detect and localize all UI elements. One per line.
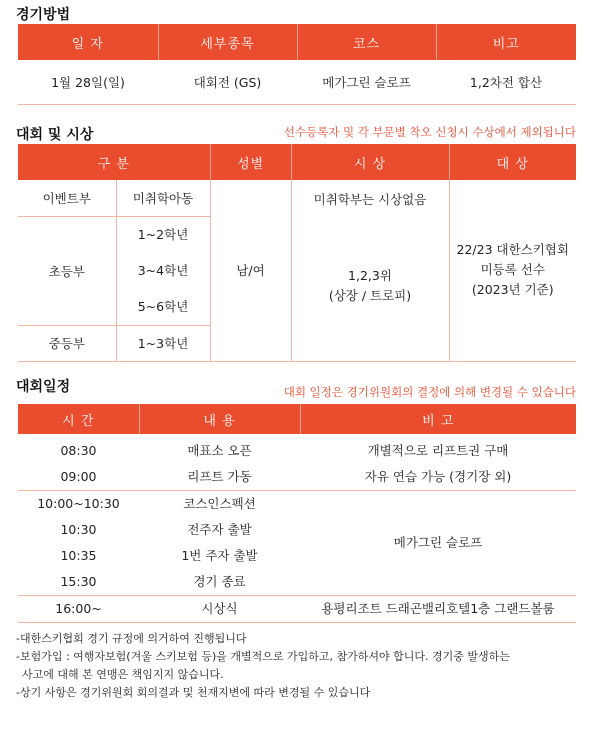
method-title: 경기방법 (16, 7, 71, 23)
awards-title: 대회 및 시상 (16, 127, 94, 143)
schedule-row (18, 596, 576, 623)
awards-table (18, 144, 576, 362)
schedule-time: 08:30 (60, 443, 97, 458)
awards-row-event (18, 180, 576, 216)
schedule-remark: 개별적으로 리프트권 구매 (367, 443, 509, 458)
schedule-time: 10:30 (60, 522, 97, 537)
method-date: 1월 28일(일) (18, 60, 158, 104)
schedule-content: 경기 종료 (139, 569, 300, 596)
method-remark: 1,2차전 합산 (436, 60, 576, 104)
elementary-division: 초등부 (18, 216, 116, 325)
schedule-content: 전주자 출발 (187, 522, 252, 537)
gender-cell: 남/여 (210, 180, 291, 361)
schedule-content: 코스인스펙션 (183, 496, 256, 511)
grade-5-6: 5~6학년 (137, 298, 189, 314)
notes (16, 630, 586, 702)
header-division: 구 분 (18, 144, 210, 180)
schedule-time: 09:00 (18, 464, 139, 491)
schedule-time: 10:00~10:30 (37, 496, 120, 511)
prize-award: (상장 / 트로피) (328, 288, 412, 303)
event-sub: 미취학아동 (116, 180, 210, 216)
header-gender: 성별 (210, 144, 291, 180)
prize-rank: 1,2,3위 (348, 268, 392, 283)
schedule-row (18, 464, 576, 491)
middle-sub: 1~3학년 (116, 325, 210, 361)
method-row (18, 60, 576, 104)
schedule-time: 16:00~ (18, 596, 139, 623)
header-prize: 시 상 (291, 144, 449, 180)
header-event: 세부종목 (158, 24, 297, 60)
note-line: -보험가입 : 여행자보험(겨울 스키보험 등)을 개별적으로 가입하고, 참가하셔야 합니다. 경기중 발생하는 (16, 650, 510, 663)
middle-division: 중등부 (18, 325, 116, 361)
schedule-remark: 자유 연습 가능 (경기장 외) (300, 464, 576, 491)
schedule-content: 시상식 (139, 596, 300, 623)
schedule-remark: 용평리조트 드래곤밸리호텔1층 그랜드볼룸 (300, 596, 576, 623)
method-header-row (18, 24, 576, 60)
prize-cell (291, 180, 449, 361)
method-course: 메가그린 슬로프 (297, 60, 436, 104)
target-line2: 미등록 선수 (480, 262, 545, 278)
grade-1-2: 1~2학년 (137, 226, 189, 242)
awards-header-row (18, 144, 576, 180)
header-time: 시 간 (18, 404, 139, 434)
target-line1: 22/23 대한스키협회 (456, 242, 569, 258)
schedule-merged-remark: 메가그린 슬로프 (300, 491, 576, 596)
elementary-subs (116, 216, 210, 325)
schedule-title: 대회일정 (16, 379, 71, 395)
schedule-content: 리프트 가동 (139, 464, 300, 491)
target-line3: (2023년 기준) (471, 282, 554, 298)
header-remark: 비고 (436, 24, 576, 60)
schedule-content: 1번 주자 출발 (181, 548, 258, 563)
schedule-header-row (18, 404, 576, 434)
schedule-row (18, 434, 576, 464)
header-course: 코스 (297, 24, 436, 60)
target-cell (449, 180, 576, 361)
schedule-table (18, 404, 576, 623)
header-content: 내 용 (139, 404, 300, 434)
header-target: 대 상 (449, 144, 576, 180)
header-note: 비 고 (300, 404, 576, 434)
method-table (18, 24, 576, 105)
note-line: 사고에 대해 본 연맹은 책임지지 않습니다. (22, 668, 224, 681)
header-date: 일 자 (18, 24, 158, 60)
event-division: 이벤트부 (18, 180, 116, 216)
schedule-time: 10:35 (60, 548, 97, 563)
prize-none: 미취학부는 시상없음 (313, 192, 427, 207)
method-event: 대회전 (GS) (158, 60, 297, 104)
grade-3-4: 3~4학년 (137, 262, 189, 278)
awards-note: 선수등록자 및 각 부문별 착오 신청시 수상에서 제외됩니다 (283, 125, 576, 139)
schedule-row (18, 491, 576, 518)
note-line: -대한스키협회 경기 규정에 의거하여 진행됩니다 (16, 632, 247, 645)
schedule-time: 15:30 (18, 569, 139, 596)
note-line: -상기 사항은 경기위원회 회의결과 및 천재지변에 따라 변경될 수 있습니다 (16, 686, 371, 699)
schedule-note: 대회 일정은 경기위원회의 결정에 의해 변경될 수 있습니다 (283, 385, 576, 399)
schedule-content: 매표소 오픈 (187, 443, 252, 458)
